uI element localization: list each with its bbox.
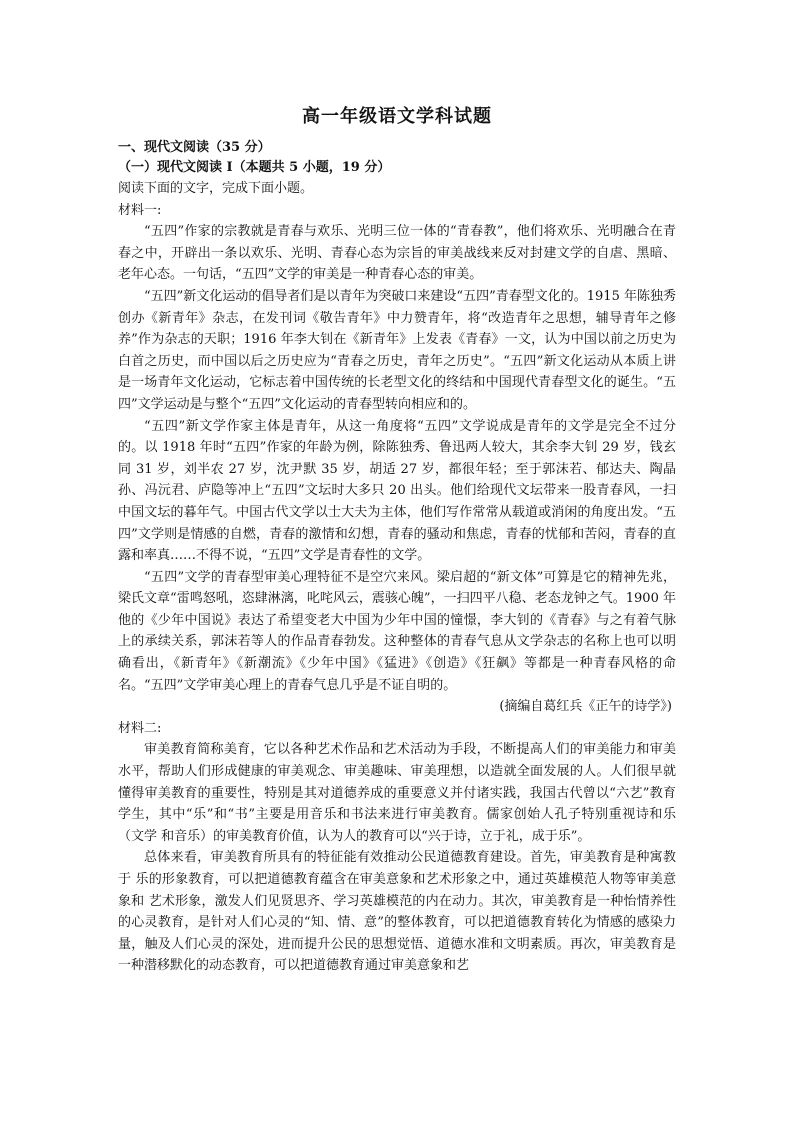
section-heading: 一、现代文阅读（35 分） [118, 140, 271, 155]
document-page [118, 104, 676, 977]
material-one-paragraph: “五四”新文化运动的倡导者们是以青年为突破口来建设“五四”青春型文化的。1915 年陈独秀创办《新青年》杂志，在发刊词《敬告青年》中力赞青年，将“改造青年之思想，辅导青年之修养”作为杂志的天职；1916 年李大钊在《新青年》上发表《青春》一文，认为中国以前之历史为白首之历史，而中国以后之历史应为“青春之历史，青年之历史”。“五四”新文化运动从本质上讲是一场青年文化运动，它标志着中国传统的长老型文化的终结和中国现代青春型文化的诞生。“五四”文学运动是与整个“五四”文化运动的青春型转向相应和的。 [118, 288, 676, 412]
material-one-paragraph: “五四”新文学作家主体是青年，从这一角度将“五四”文学说成是青年的文学是完全不过分的。以 1918 年时“五四”作家的年龄为例，除陈独秀、鲁迅两人较大，其余李大钊 29 岁，钱玄同 31 岁，刘半农 27 岁，沈尹默 35 岁，胡适 27 岁，都很年轻；至于郭沫若、郁达夫、陶晶孙、冯沅君、庐隐等冲上“五四”文坛时大多只 20 出头。他们给现代文坛带来一股青春风，一扫中国文坛的暮年气。中国古代文学以士大夫为主体，他们写作常常从载道或消闲的角度出发。“五四”文学则是情感的自燃，青春的激情和幻想，青春的骚动和焦虑，青春的忧郁和苦闷，青春的直露和率真……不得不说，“五四”文学是青春性的文学。 [118, 418, 676, 564]
material-two-label: 材料二: [118, 720, 162, 736]
material-one-paragraph: “五四”作家的宗教就是青春与欢乐、光明三位一体的“青春教”，他们将欢乐、光明融合在青春之中，开辟出一条以欢乐、光明、青春心态为宗旨的审美战线来反对封建文学的自虐、黑暗、老年心态。一句话，“五四”文学的审美是一种青春心态的审美。 [118, 224, 676, 283]
material-one-source: (摘编自葛红兵《正午的诗学》) [499, 699, 672, 715]
material-one-paragraph: “五四”文学的青春型审美心理特征不是空穴来风。梁启超的“新文体”可算是它的精神先兆，梁氏文章“雷鸣怒吼，恣肆淋漓，叱咤风云，震骇心魄”，一扫四平八稳、老态龙钟之气。1900 年他的《少年中国说》表达了希望变老大中国为少年中国的憧憬，李大钊的《青春》与之有着气脉上的承续关系，郭沫若等人的作品青春勃发。这种整体的青春气息从文学杂志的名称上也可以明确看出，《新青年》《新潮流》《少年中国》《猛进》《创造》《狂飙》等都是一种青春风格的命名。“五四”文学审美心理上的青春气息几乎是不证自明的。 [118, 569, 676, 693]
material-one-label: 材料一: [118, 202, 162, 218]
material-two-paragraph: 总体来看，审美教育所具有的特征能有效推动公民道德教育建设。首先，审美教育是种寓教于 乐的形象教育，可以把道德教育蕴含在审美意象和艺术形象之中，通过英雄模范人物等审美意象和 艺术形象，激发人们见贤思齐、学习英雄模范的内在动力。其次，审美教育是一种怡情养性的心灵教育，是针对人们心灵的“知、情、意”的整体教育，可以把道德教育转化为情感的感染力量，触及人们心灵的深处，进而提升公民的思想觉悟、道德水准和文明素质。再次，审美教育是一种潜移默化的动态教育，可以把道德教育通过审美意象和艺 [118, 850, 676, 974]
reading-instruction: 阅读下面的文字，完成下面小题。 [118, 181, 314, 196]
subsection-heading: （一）现代文阅读 I（本题共 5 小题，19 分） [118, 160, 391, 175]
material-two-paragraph: 审美教育简称美育，它以各种艺术作品和艺术活动为手段，不断提高人们的审美能力和审美水平，帮助人们形成健康的审美观念、审美趣味、审美理想，以造就全面发展的人。人们很早就懂得审美教育的重要性，特别是其对道德养成的重要意义并付诸实践，我国古代曾以“六艺”教育学生，其中“乐”和“书”主要是用音乐和书法来进行审美教育。儒家创始人孔子特别重视诗和乐（文学 和音乐）的审美教育价值，认为人的教育可以“兴于诗，立于礼，成于乐”。 [118, 742, 676, 844]
page-title: 高一年级语文学科试题 [302, 106, 492, 127]
